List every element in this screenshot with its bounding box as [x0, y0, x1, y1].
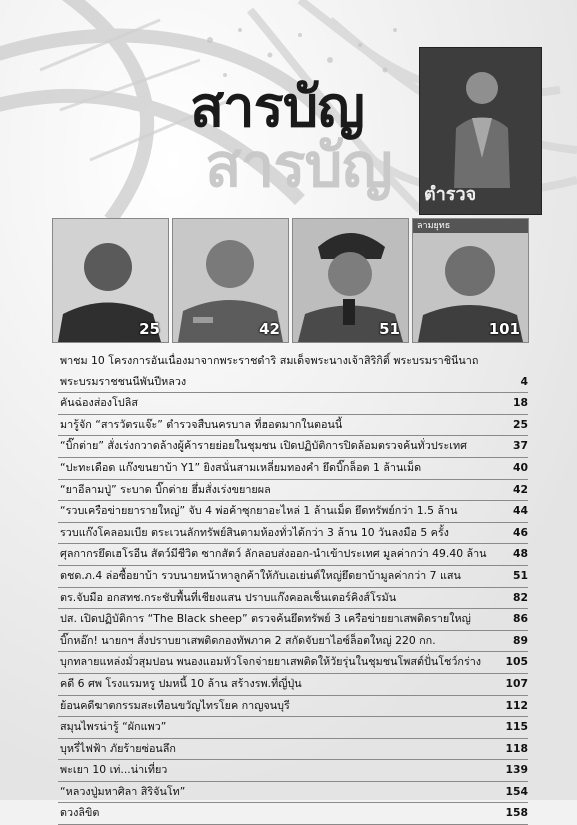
toc-entry-page: 139 — [505, 763, 528, 777]
toc-entry[interactable] — [58, 458, 528, 480]
toc-entry[interactable] — [58, 588, 528, 610]
page-number-badge: 51 — [379, 320, 400, 338]
page-number-badge: 42 — [259, 320, 280, 338]
toc-entry-page: 18 — [512, 396, 528, 410]
toc-entry-title: บุหรี่ไฟฟ้า ภัยร้ายซ่อนลึก — [60, 741, 176, 755]
toc-entry-title: ดวงลิขิต — [60, 806, 100, 820]
cover-portrait-figure — [442, 58, 522, 188]
toc-entry-page: 118 — [505, 741, 528, 755]
toc-entry-page: 105 — [505, 655, 528, 669]
toc-entry[interactable] — [58, 674, 528, 696]
toc-entry[interactable] — [58, 436, 528, 458]
toc-entry-page: 44 — [512, 504, 528, 518]
toc-entry[interactable] — [58, 760, 528, 782]
toc-entry-title: สมุนไพรน่ารู้ “ผักแพว” — [60, 720, 167, 734]
toc-entry-page: 82 — [512, 590, 528, 604]
toc-entry-title: “รวบเครือข่ายยารายใหญ่” จับ 4 พ่อค้าซุกยาอะไหล่ 1 ล้านเม็ด ยึดทรัพย์กว่า 1.5 ล้าน — [60, 504, 458, 518]
toc-entry[interactable] — [58, 372, 528, 394]
toc-entry[interactable] — [58, 652, 528, 674]
toc-entry-title: พะเยา 10 เท่...น่าเที่ยว — [60, 763, 168, 777]
toc-entry-page: 25 — [512, 417, 528, 431]
toc-entry[interactable] — [58, 631, 528, 653]
toc-entry[interactable] — [58, 480, 528, 502]
toc-entry-title: บุกทลายแหล่งมั่วสุมปอน พนองแอมหัวโจกจ่ายยาเสพติดให้วัยรุ่นในชุมชนโพสต์ปั่นโชว์กร่าง — [60, 655, 482, 669]
toc-entry[interactable] — [58, 544, 528, 566]
toc-entry-page: 4 — [520, 374, 528, 388]
officer-photo-3 — [292, 218, 409, 343]
toc-entry[interactable] — [58, 393, 528, 415]
side-masthead-label — [52, 568, 54, 790]
officer-photo-2 — [172, 218, 289, 343]
toc-entry-page: 86 — [512, 612, 528, 626]
toc-entry[interactable] — [58, 717, 528, 739]
toc-entry-page: 107 — [505, 676, 528, 690]
toc-entry-title: ตร.จับมือ อกสทช.กระชับพื้นที่เชียงแสน ปราบแก๊งคอลเซ็นเตอร์คิงส์โรมัน — [60, 590, 397, 604]
toc-entry[interactable] — [58, 782, 528, 804]
toc-entry-title: ตชด.ภ.4 ล่อซื้อยาบ้า รวบนายหน้าหาลูกค้าให้กับเอเย่นต์ใหญ่ยึดยาบ้ามูลค่ากว่า 7 แสน — [60, 568, 461, 582]
officer-photo-4 — [412, 218, 529, 343]
table-of-contents — [58, 351, 528, 825]
officer-photo-1 — [52, 218, 169, 343]
toc-entry-title: “บิ๊กต่าย” สั่งเร่งกวาดล้างผู้ค้ารายย่อยในชุมชน เปิดปฏิบัติการปิดล้อมตรวจค้นทั่วประเทศ — [60, 439, 467, 453]
page-title: สารบัญ — [190, 75, 364, 140]
toc-entry[interactable] — [58, 415, 528, 437]
cover-masthead: ตำรวจ — [424, 184, 477, 205]
toc-entry-page: 89 — [512, 633, 528, 647]
toc-entry-title: คดี 6 ศพ โรงแรมหรู ปมหนี้ 10 ล้าน สร้างรพ.ที่ญี่ปุ่น — [60, 676, 302, 690]
photo-caption-strip: ลามยุทธ — [413, 219, 528, 233]
toc-entry-title: คันฉ่องส่องโปลิส — [60, 396, 138, 410]
toc-entry-page: 42 — [512, 482, 528, 496]
toc-entry-page: 40 — [512, 460, 528, 474]
title-shadow: สารบัญ — [205, 131, 392, 201]
toc-entry[interactable] — [58, 739, 528, 761]
toc-entry[interactable] — [58, 566, 528, 588]
toc-entry-page: 158 — [505, 806, 528, 820]
page-number-badge: 25 — [139, 320, 160, 338]
toc-entry-title: พระบรมราชชนนีพันปีหลวง — [60, 374, 187, 388]
toc-entry[interactable] — [58, 501, 528, 523]
toc-entry-page: 48 — [512, 547, 528, 561]
toc-entry-title: บิ๊กหอ๊ก! นายกฯ สั่งปราบยาเสพติดกองทัพภาค 2 สกัดจับยาไอซ์ล็อตใหญ่ 220 กก. — [60, 633, 436, 647]
toc-entry-title: “ยาอีลามปู่” ระบาด บิ๊กต่าย ฮึ่มสั่งเร่งขยายผล — [60, 482, 271, 496]
toc-entry-title: ปส. เปิดปฏิบัติการ “The Black sheep” ตรวจค้นยึดทรัพย์ 3 เครือข่ายยาเสพติดรายใหญ่ — [60, 612, 471, 626]
toc-entry-page: 46 — [512, 525, 528, 539]
toc-entry-title: พาชม 10 โครงการอันเนื่องมาจากพระราชดำริ สมเด็จพระนางเจ้าสิริกิติ์ พระบรมราชินีนาถ — [60, 354, 479, 367]
toc-entry[interactable] — [58, 609, 528, 631]
side-masthead-text — [0, 10, 54, 800]
toc-entry[interactable] — [58, 696, 528, 718]
toc-entry[interactable] — [58, 351, 528, 372]
toc-entry-title: “ปะทะเดือด แก๊งขนยาบ้า Y1” ยิงสนั่นสามเหลี่ยมทองคำ ยึดบิ๊กล็อต 1 ล้านเม็ด — [60, 460, 422, 474]
toc-entry-title: ศุลกากรยึดเฮโรอีน สัตว์มีชีวิต ซากสัตว์ ลักลอบส่งออก-นำเข้าประเทศ มูลค่ากว่า 49.40 ล้าน — [60, 547, 487, 561]
magazine-cover-thumbnail — [419, 47, 542, 215]
toc-entry-title: รวบแก๊งโคลอมเบีย ตระเวนลักทรัพย์สินตามห้องทั่วได้กว่า 3 ล้าน 10 วันลงมือ 5 ครั้ง — [60, 525, 449, 539]
toc-entry-page: 154 — [505, 784, 528, 798]
toc-entry-page: 51 — [512, 568, 528, 582]
toc-entry[interactable] — [58, 803, 528, 825]
officer-photo-strip — [52, 218, 532, 343]
toc-entry-page: 37 — [512, 439, 528, 453]
toc-entry-page: 112 — [505, 698, 528, 712]
toc-entry-title: “หลวงปู่มหาศิลา สิริจันโท” — [60, 784, 186, 798]
page-number-badge: 101 — [488, 320, 520, 338]
toc-entry-page: 115 — [505, 720, 528, 734]
toc-entry-title: มารู้จัก “สารวัตรแจ๊ะ” ตำรวจสืบนครบาล ที่ฮอตมากในตอนนี้ — [60, 417, 343, 431]
toc-entry-title: ย้อนคดีฆาตกรรมสะเทือนขวัญไทรโยค กาญจนบุรี — [60, 698, 290, 712]
toc-entry[interactable] — [58, 523, 528, 545]
